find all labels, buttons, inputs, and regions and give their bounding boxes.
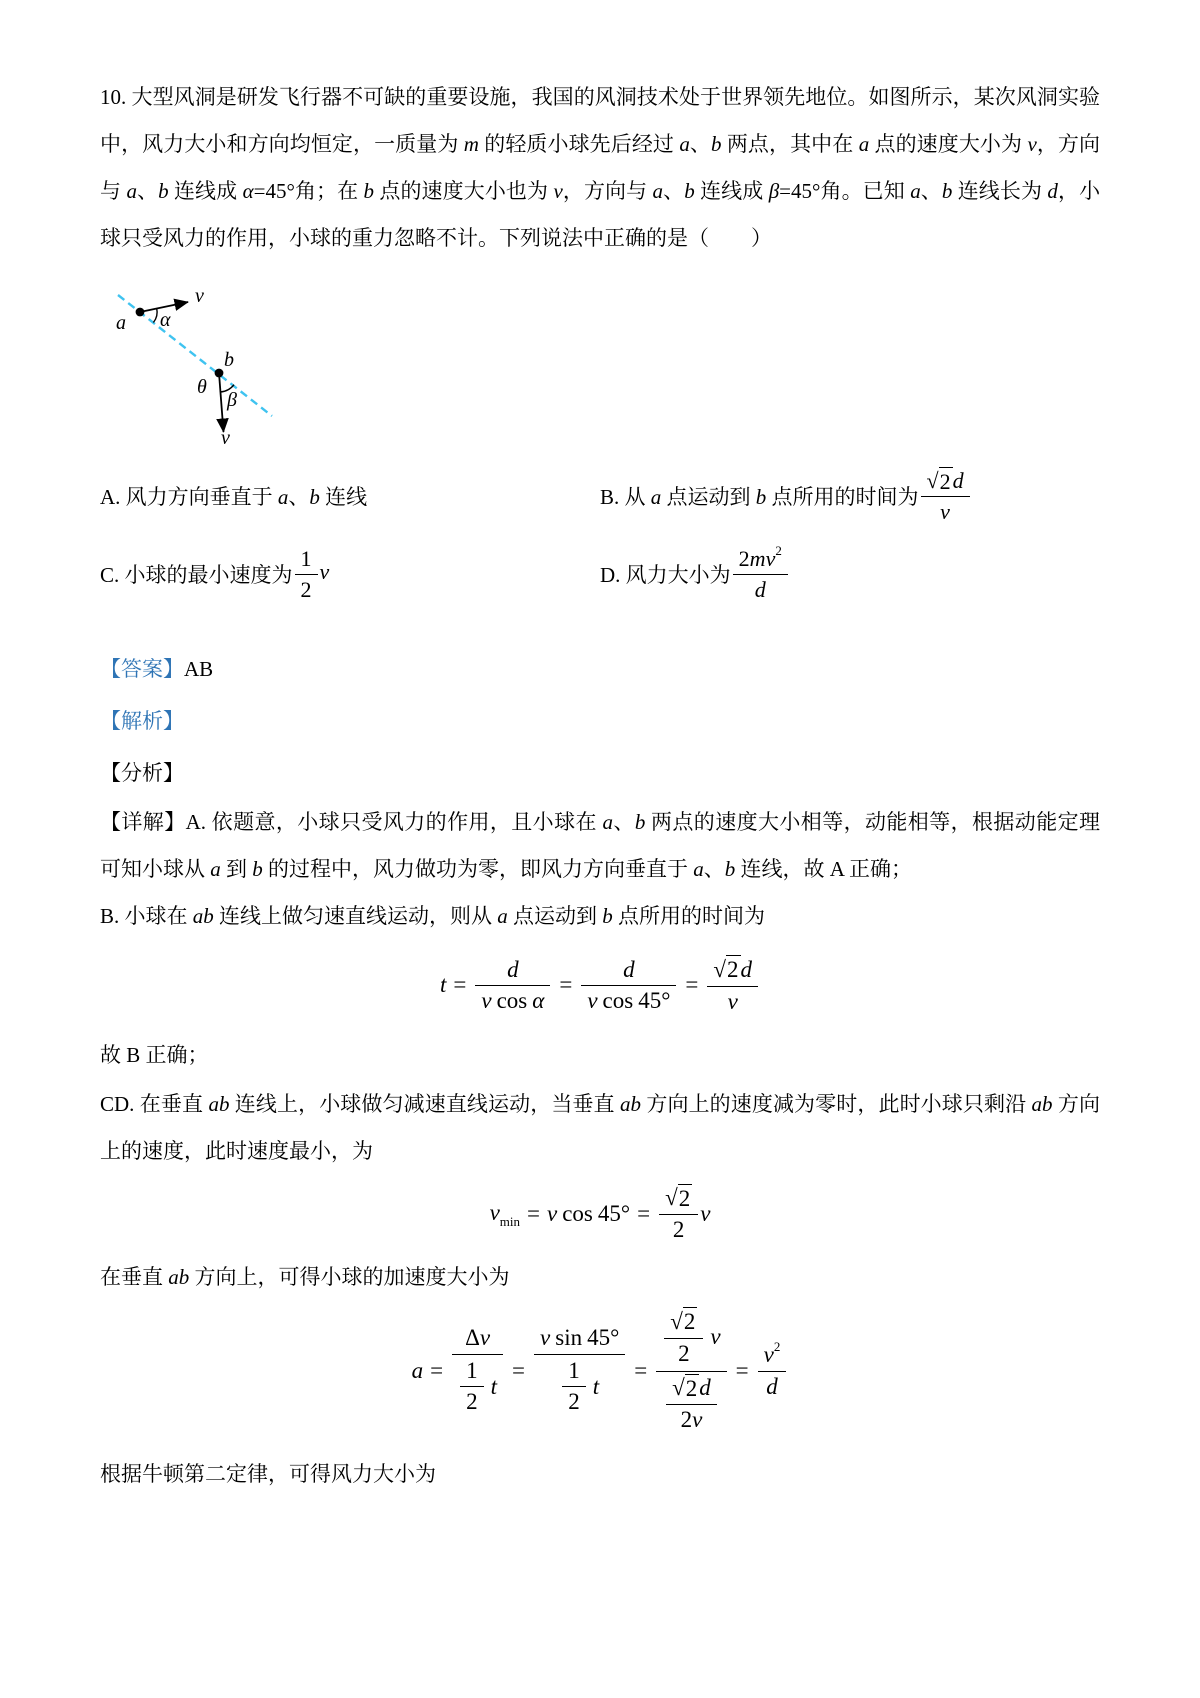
angle-beta-label: β: [227, 389, 237, 411]
option-c-formula: [293, 544, 330, 604]
option-b-text: B. 从 a 点运动到 b 点所用的时间为: [600, 485, 919, 509]
jiexi-label: 【解析】: [100, 709, 184, 733]
detail-paragraph-cd: CD. 在垂直 ab 连线上，小球做匀减速直线运动，当垂直 ab 方向上的速度减为零时，此时小球只剩沿 ab 方向上的速度，此时速度最小，为: [100, 1091, 1100, 1163]
fraction: [452, 1323, 503, 1419]
sqrt-sign: √: [926, 468, 939, 493]
equals-sign: =: [685, 972, 699, 998]
math-token: v: [692, 1407, 703, 1433]
point-b-dot: [215, 369, 224, 378]
angle-alpha-arc: [153, 308, 157, 322]
math-token: cos: [496, 988, 528, 1014]
option-d: [600, 544, 1100, 604]
fraction: [534, 1323, 625, 1419]
detail-paragraph-b: B. 小球在 ab 连线上做匀速直线运动，则从 a 点运动到 b 点所用的时间为: [100, 904, 766, 928]
figure-container: [100, 266, 1100, 444]
fraction: [581, 955, 676, 1018]
math-token: t: [439, 972, 447, 998]
math-token: d: [766, 1373, 778, 1399]
fenxi-label: 【分析】: [100, 761, 184, 785]
math-token: m: [749, 546, 766, 571]
detail-paragraph-a: 【详解】A. 依题意，小球只受风力的作用，且小球在 a、b 两点的速度大小相等，动能相等，根据动能定理可知小球从 a 到 b 的过程中，风力做功为零，即风力方向垂直于 a、b 连线，故 A 正确；: [100, 810, 1101, 881]
perpendicular-line: 在垂直 ab 方向上，可得小球的加速度大小为: [100, 1265, 510, 1289]
math-token: 2: [678, 1184, 693, 1214]
math-token: 2: [738, 546, 750, 571]
velocity-label-b: v: [221, 427, 230, 444]
equals-sign: =: [430, 1357, 444, 1383]
equals-sign: =: [512, 1357, 526, 1383]
math-token: v: [710, 1324, 721, 1350]
math-token: v: [540, 1324, 551, 1350]
fraction: [475, 955, 550, 1018]
math-token: v: [765, 546, 776, 571]
math-token: v: [481, 988, 492, 1014]
equals-sign: =: [559, 972, 573, 998]
options-row-2: [100, 542, 1100, 606]
answer-label: 【答案】: [100, 657, 184, 681]
math-token: 2: [685, 1374, 700, 1404]
math-token: 2: [683, 1307, 698, 1337]
math-token: sin: [555, 1324, 583, 1350]
math-token: min: [499, 1213, 521, 1229]
math-token: 2: [568, 1389, 580, 1415]
velocity-arrow-b: [219, 373, 224, 432]
sqrt-sign: √: [665, 1185, 678, 1210]
math-token: v: [319, 559, 330, 585]
math-token: cos: [602, 988, 634, 1014]
equals-sign: =: [735, 1357, 749, 1383]
equals-sign: =: [453, 972, 467, 998]
formula-vmin: [100, 1183, 1100, 1247]
math-token: 2: [300, 576, 312, 602]
sqrt-sign: √: [670, 1308, 683, 1334]
fraction: [562, 1356, 586, 1419]
fraction: [656, 1305, 726, 1437]
math-token: v: [727, 988, 738, 1014]
math-token: v: [763, 1341, 774, 1367]
math-token: d: [507, 956, 519, 982]
wind-tunnel-diagram: [100, 266, 290, 444]
math-token: 2: [672, 1217, 685, 1243]
math-token: 2: [773, 1338, 781, 1354]
option-d-text: D. 风力大小为: [600, 563, 731, 587]
fraction: [666, 1373, 717, 1437]
math-token: 2: [466, 1389, 478, 1415]
point-a-dot: [136, 308, 145, 317]
option-b: [600, 466, 1100, 527]
option-d-formula: [731, 544, 790, 604]
math-token: 2: [775, 543, 782, 558]
fraction: [758, 1340, 787, 1403]
math-token: 2: [726, 955, 741, 985]
math-token: v: [547, 1200, 558, 1226]
formula-time: [100, 954, 1100, 1018]
math-token: d: [754, 576, 766, 602]
math-token: d: [952, 468, 964, 493]
equals-sign: =: [634, 1357, 648, 1383]
math-token: 1: [295, 544, 318, 575]
math-token: a: [411, 1357, 424, 1383]
sqrt-sign: √: [713, 956, 727, 982]
math-token: 2: [939, 468, 951, 494]
option-c: [100, 544, 600, 604]
math-token: v: [940, 499, 950, 524]
math-token: cos: [562, 1200, 593, 1226]
fraction: [707, 954, 758, 1018]
math-token: 1: [460, 1356, 484, 1388]
formula-acceleration: [100, 1305, 1100, 1437]
math-token: v: [489, 1199, 500, 1225]
math-token: [490, 1199, 520, 1230]
math-token: α: [532, 988, 545, 1014]
equals-sign: =: [527, 1200, 540, 1226]
option-a: [100, 481, 600, 511]
math-token: 45°: [587, 1324, 620, 1350]
angle-theta-label: θ: [197, 376, 207, 398]
options-row-1: [100, 464, 1100, 528]
angle-alpha-label: α: [160, 309, 171, 331]
math-token: 2: [678, 1340, 690, 1366]
question-stem: 10. 大型风洞是研发飞行器不可缺的重要设施，我国的风洞技术处于世界领先地位。如图所示，某次风洞实验中，风力大小和方向均恒定，一质量为 m 的轻质小球先后经过 a、b 两点，其中在 a 点的速度大小为 v，方向与 a、b 连线成 α=45°角；在 b 点的速度大小也为 v，方向与 a、b 连线成 β=45°角。已知 a、b 连线长为 d，小球只受风力的作用，小球的重力忽略不计。下列说法中正确的是（ ）: [100, 85, 1101, 250]
math-token: d: [740, 956, 753, 982]
math-token: d: [623, 956, 635, 982]
fraction: [733, 544, 788, 604]
math-token: v: [479, 1324, 491, 1350]
option-c-text: C. 小球的最小速度为: [100, 563, 293, 587]
math-token: 45°: [597, 1200, 631, 1226]
math-token: t: [490, 1373, 498, 1399]
answer-value: AB: [184, 657, 214, 681]
velocity-label-a: v: [195, 285, 204, 307]
fraction: [460, 1356, 484, 1419]
fraction: [921, 466, 970, 527]
sqrt-sign: √: [672, 1375, 685, 1400]
math-token: 2: [680, 1407, 693, 1433]
fraction: [664, 1306, 703, 1370]
point-b-label: b: [224, 349, 234, 371]
math-token: d: [699, 1375, 711, 1400]
math-token: 45°: [638, 988, 671, 1014]
equals-sign: =: [637, 1200, 651, 1226]
math-token: Δ: [465, 1324, 480, 1350]
math-token: t: [592, 1373, 600, 1399]
option-b-formula: [919, 466, 972, 527]
fraction: [659, 1183, 698, 1247]
conclusion-b: 故 B 正确；: [100, 1042, 209, 1067]
fraction: [295, 544, 318, 604]
option-a-text: A. 风力方向垂直于 a、b 连线: [100, 485, 368, 509]
math-token: v: [587, 988, 598, 1014]
math-token: 1: [562, 1356, 586, 1388]
point-a-label: a: [116, 312, 126, 334]
math-token: v: [700, 1200, 711, 1226]
newton-line: 根据牛顿第二定律，可得风力大小为: [100, 1462, 436, 1486]
answer-line: [100, 646, 1100, 693]
